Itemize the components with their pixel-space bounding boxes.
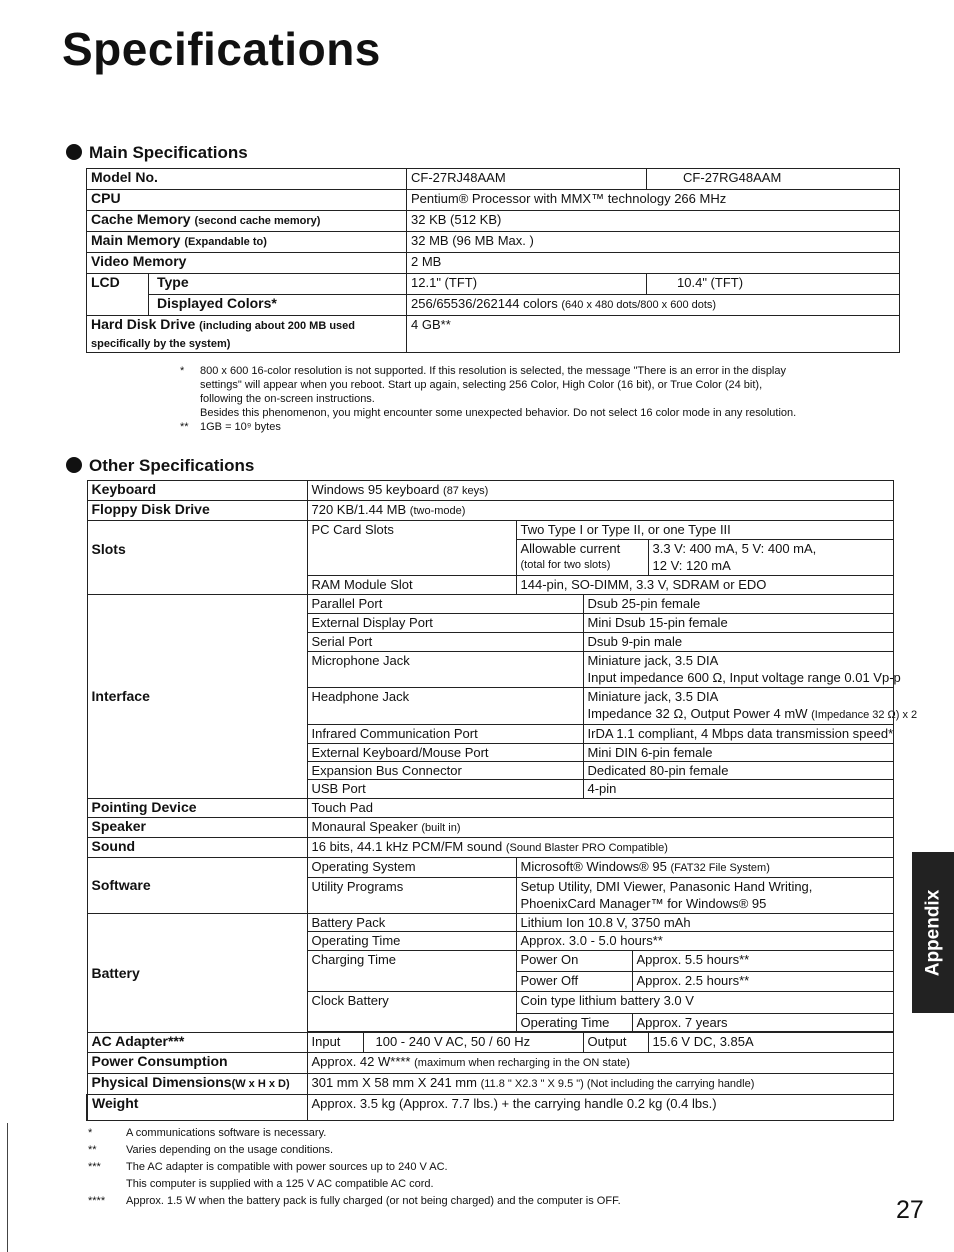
utility-value-line: PhoenixCard Manager™ for Windows® 95 bbox=[520, 896, 767, 911]
main-memory-value: 32 MB (96 MB Max. ) bbox=[407, 232, 900, 253]
keyboard-note: (87 keys) bbox=[443, 485, 489, 497]
allowable-current bbox=[516, 540, 648, 576]
table-row bbox=[87, 295, 900, 316]
utility-value bbox=[516, 878, 893, 914]
ac-adapter-label: AC Adapter*** bbox=[87, 1033, 307, 1053]
interface-value-line bbox=[587, 705, 918, 724]
pc-card-value: Two Type I or Type II, or one Type III bbox=[516, 521, 893, 540]
cpu-value: Pentium® Processor with MMX™ technology 266 MHz bbox=[407, 190, 900, 211]
note-row bbox=[88, 1176, 888, 1193]
interface-port: Parallel Port bbox=[307, 595, 583, 614]
note-row bbox=[88, 1125, 888, 1142]
interface-value: 4-pin bbox=[583, 780, 893, 799]
note-mark: **** bbox=[88, 1195, 106, 1207]
os-value bbox=[516, 858, 893, 878]
sound-value-text: 16 bits, 44.1 kHz PCM/FM sound bbox=[311, 839, 503, 854]
hdd-label-text: Hard Disk Drive bbox=[91, 316, 196, 332]
power-off-label: Power Off bbox=[516, 972, 632, 992]
interface-value bbox=[583, 688, 918, 725]
pc-card-label: PC Card Slots bbox=[307, 521, 516, 576]
pointing-label: Pointing Device bbox=[87, 799, 307, 818]
allowable-value-1: 3.3 V: 400 mA, 5 V: 400 mA, bbox=[652, 541, 817, 556]
interface-value: Dsub 9-pin male bbox=[583, 633, 893, 652]
cache-value: 32 KB (512 KB) bbox=[407, 211, 900, 232]
model-b: CF-27RG48AAM bbox=[647, 169, 900, 190]
video-memory-label: Video Memory bbox=[87, 253, 407, 274]
floppy-value-text: 720 KB/1.44 MB bbox=[311, 502, 407, 517]
sound-label: Sound bbox=[87, 838, 307, 858]
allowable-value bbox=[648, 540, 893, 576]
note-text: The AC adapter is compatible with power sources up to 240 V AC. bbox=[126, 1161, 448, 1173]
interface-value-line: Input impedance 600 Ω, Input voltage range 0.01 Vp-p bbox=[587, 670, 901, 685]
speaker-note: (built in) bbox=[421, 822, 461, 834]
note-mark: * bbox=[88, 1127, 93, 1139]
note-row bbox=[88, 1142, 888, 1159]
main-memory-note: (Expandable to) bbox=[184, 236, 267, 248]
dimensions-label-note: (W x H x D) bbox=[231, 1078, 290, 1090]
table-row bbox=[87, 481, 893, 501]
speaker-label: Speaker bbox=[87, 818, 307, 838]
note-mark: ** bbox=[180, 421, 189, 433]
main-memory-label bbox=[87, 232, 407, 253]
allowable-value-2: 12 V: 120 mA bbox=[652, 558, 731, 573]
battery-pack-value: Lithium Ion 10.8 V, 3750 mAh bbox=[516, 914, 893, 932]
interface-value: Mini DIN 6-pin female bbox=[583, 744, 893, 762]
table-row bbox=[87, 232, 900, 253]
note-text bbox=[200, 364, 796, 420]
allowable-note: (total for two slots) bbox=[520, 559, 611, 571]
table-row bbox=[87, 521, 893, 540]
utility-value-line: Setup Utility, DMI Viewer, Panasonic Hand Writing, bbox=[520, 879, 813, 894]
note-text: A communications software is necessary. bbox=[126, 1127, 327, 1139]
power-consumption-value bbox=[307, 1053, 893, 1074]
os-label: Operating System bbox=[307, 858, 516, 878]
margin-line bbox=[7, 1123, 8, 1252]
hdd-note-2: specifically by the system) bbox=[91, 338, 231, 350]
speaker-value bbox=[307, 818, 893, 838]
note-line: settings" will appear when you reboot. Start up again, selecting 256 Color, High Color (16 bit), or True Color (24 bit), bbox=[200, 379, 763, 391]
interface-label: Interface bbox=[87, 595, 307, 799]
power-on-value: Approx. 5.5 hours** bbox=[632, 951, 893, 972]
lcd-type-b: 10.4" (TFT) bbox=[647, 274, 900, 295]
floppy-value bbox=[307, 501, 893, 521]
interface-port: Microphone Jack bbox=[307, 652, 583, 688]
table-row bbox=[87, 914, 893, 932]
table-row bbox=[87, 799, 893, 818]
dimensions-note: (11.8 " X2.3 " X 9.5 ") (Not including the carrying handle) bbox=[480, 1078, 755, 1090]
note-mark: * bbox=[180, 365, 185, 377]
appendix-tab[interactable] bbox=[912, 852, 954, 1013]
bullet-icon bbox=[66, 457, 82, 473]
allowable-label: Allowable current bbox=[520, 541, 621, 556]
weight-value: Approx. 3.5 kg (Approx. 7.7 lbs.) + the carrying handle 0.2 kg (0.4 lbs.) bbox=[307, 1095, 893, 1121]
table-row bbox=[87, 818, 893, 838]
power-off-value: Approx. 2.5 hours** bbox=[632, 972, 893, 992]
note-text: Approx. 1.5 W when the battery pack is fully charged (or not being charged) and the computer is OFF. bbox=[126, 1195, 621, 1207]
table-row bbox=[87, 1033, 893, 1053]
clock-op-value: Approx. 7 years bbox=[632, 1014, 893, 1032]
speaker-value-text: Monaural Speaker bbox=[311, 819, 418, 834]
keyboard-label: Keyboard bbox=[87, 481, 307, 501]
note-line: following the on-screen instructions. bbox=[200, 393, 375, 405]
dimensions-value-text: 301 mm X 58 mm X 241 mm bbox=[311, 1075, 477, 1090]
hdd-label bbox=[87, 316, 407, 353]
lcd-colors-value bbox=[407, 295, 900, 316]
interface-value bbox=[583, 652, 901, 688]
keyboard-value bbox=[307, 481, 893, 501]
note-line: Besides this phenomenon, you might encounter some unexpected behavior. Do not select 16 color mode in any resolution. bbox=[200, 407, 797, 419]
page-title: Specifications bbox=[62, 23, 381, 75]
weight-label: Weight bbox=[87, 1095, 307, 1121]
power-on-label: Power On bbox=[516, 951, 632, 972]
interface-port: Serial Port bbox=[307, 633, 583, 652]
ram-value: 144-pin, SO-DIMM, 3.3 V, SDRAM or EDO bbox=[516, 576, 893, 595]
dimensions-value bbox=[307, 1074, 893, 1095]
bullet-icon bbox=[66, 144, 82, 160]
main-memory-label-text: Main Memory bbox=[91, 232, 181, 248]
ac-input-label: Input bbox=[307, 1033, 363, 1053]
note-mark bbox=[88, 1176, 126, 1193]
pointing-value: Touch Pad bbox=[307, 799, 893, 818]
cpu-label: CPU bbox=[87, 190, 407, 211]
interface-port: External Keyboard/Mouse Port bbox=[307, 744, 583, 762]
note-row bbox=[88, 1159, 888, 1176]
appendix-tab-label: Appendix bbox=[922, 889, 943, 976]
operating-time-value: Approx. 3.0 - 5.0 hours** bbox=[516, 932, 893, 951]
interface-port: Infrared Communication Port bbox=[307, 725, 583, 744]
other-specs-table bbox=[86, 480, 918, 1121]
video-memory-value: 2 MB bbox=[407, 253, 900, 274]
table-row bbox=[87, 501, 893, 521]
slots-label: Slots bbox=[87, 521, 307, 595]
operating-time-label: Operating Time bbox=[307, 932, 516, 951]
interface-value: IrDA 1.1 compliant, 4 Mbps data transmission speed* bbox=[583, 725, 893, 744]
main-specs-notes bbox=[180, 364, 905, 434]
dimensions-label bbox=[87, 1074, 307, 1095]
main-specs-heading-text: Main Specifications bbox=[89, 143, 248, 162]
power-consumption-text: Approx. 42 W**** bbox=[311, 1054, 411, 1069]
table-row bbox=[87, 274, 900, 295]
keyboard-value-text: Windows 95 keyboard bbox=[311, 482, 440, 497]
note-row bbox=[180, 364, 905, 420]
hdd-value: 4 GB** bbox=[407, 316, 900, 353]
software-label: Software bbox=[87, 858, 307, 914]
cache-note: (second cache memory) bbox=[194, 215, 321, 227]
cache-label-text: Cache Memory bbox=[91, 211, 191, 227]
other-specs-heading-text: Other Specifications bbox=[89, 456, 255, 475]
floppy-label: Floppy Disk Drive bbox=[87, 501, 307, 521]
sound-value bbox=[307, 838, 893, 858]
main-specs-table bbox=[86, 168, 900, 353]
lcd-type-label: Type bbox=[149, 274, 407, 295]
os-note: (FAT32 File System) bbox=[670, 862, 770, 874]
power-consumption-note: (maximum when recharging in the ON state) bbox=[414, 1057, 630, 1069]
table-row bbox=[87, 1095, 893, 1121]
other-specs-heading bbox=[66, 456, 254, 476]
table-row bbox=[87, 253, 900, 274]
lcd-colors-text: 256/65536/262144 colors bbox=[411, 296, 558, 311]
clock-op-label: Operating Time bbox=[516, 1014, 632, 1032]
lcd-colors-note: (640 x 480 dots/800 x 600 dots) bbox=[561, 299, 717, 311]
note-row bbox=[180, 420, 905, 434]
interface-value-line: Miniature jack, 3.5 DIA bbox=[587, 653, 719, 668]
interface-value: Dedicated 80-pin female bbox=[583, 762, 893, 780]
ram-label: RAM Module Slot bbox=[307, 576, 516, 595]
interface-value-line: Miniature jack, 3.5 DIA bbox=[587, 689, 719, 704]
clock-battery-label: Clock Battery bbox=[307, 992, 516, 1032]
table-row bbox=[87, 1053, 893, 1074]
main-specs-heading bbox=[66, 143, 248, 163]
interface-value-note: (Impedance 32 Ω) x 2 bbox=[811, 709, 918, 721]
lcd-colors-label: Displayed Colors* bbox=[149, 295, 407, 316]
battery-pack-label: Battery Pack bbox=[307, 914, 516, 932]
ac-input-value: 100 - 240 V AC, 50 / 60 Hz bbox=[363, 1033, 583, 1053]
lcd-label: LCD bbox=[87, 274, 149, 316]
interface-port: Expansion Bus Connector bbox=[307, 762, 583, 780]
model-label: Model No. bbox=[87, 169, 407, 190]
dimensions-label-text: Physical Dimensions bbox=[91, 1074, 232, 1090]
interface-port: USB Port bbox=[307, 780, 583, 799]
interface-port: Headphone Jack bbox=[307, 688, 583, 725]
battery-label: Battery bbox=[87, 914, 307, 1033]
table-row bbox=[87, 595, 893, 614]
other-specs-notes bbox=[88, 1125, 888, 1210]
table-row bbox=[87, 1074, 893, 1095]
hdd-note-1: (including about 200 MB used bbox=[199, 320, 356, 332]
interface-port: External Display Port bbox=[307, 614, 583, 633]
sound-note: (Sound Blaster PRO Compatible) bbox=[505, 842, 668, 854]
note-line: 800 x 600 16-color resolution is not supported. If this resolution is selected, the message "There is an error in the display bbox=[200, 365, 786, 377]
floppy-note: (two-mode) bbox=[409, 505, 466, 517]
note-text: Varies depending on the usage conditions. bbox=[126, 1144, 334, 1156]
page-number: 27 bbox=[896, 1196, 924, 1224]
table-row bbox=[87, 190, 900, 211]
note-mark: ** bbox=[88, 1144, 97, 1156]
utility-label: Utility Programs bbox=[307, 878, 516, 914]
table-row bbox=[87, 316, 900, 353]
ac-output-value: 15.6 V DC, 3.85A bbox=[648, 1033, 893, 1053]
table-row bbox=[87, 838, 893, 858]
charging-time-label: Charging Time bbox=[307, 951, 516, 992]
cache-label bbox=[87, 211, 407, 232]
interface-value: Dsub 25-pin female bbox=[583, 595, 893, 614]
table-row bbox=[87, 858, 893, 878]
interface-value-text: Impedance 32 Ω, Output Power 4 mW bbox=[587, 706, 808, 721]
model-a: CF-27RJ48AAM bbox=[407, 169, 647, 190]
note-mark: *** bbox=[88, 1161, 101, 1173]
power-consumption-label: Power Consumption bbox=[87, 1053, 307, 1074]
note-text: This computer is supplied with a 125 V AC compatible AC cord. bbox=[126, 1178, 434, 1190]
table-row bbox=[87, 211, 900, 232]
os-value-text: Microsoft® Windows® 95 bbox=[520, 859, 667, 874]
lcd-type-a: 12.1" (TFT) bbox=[407, 274, 647, 295]
table-row bbox=[87, 169, 900, 190]
interface-value: Mini Dsub 15-pin female bbox=[583, 614, 893, 633]
ac-output-label: Output bbox=[583, 1033, 648, 1053]
note-text: 1GB = 10⁹ bytes bbox=[200, 421, 281, 433]
note-row bbox=[88, 1193, 888, 1210]
clock-battery-value: Coin type lithium battery 3.0 V bbox=[516, 992, 893, 1014]
